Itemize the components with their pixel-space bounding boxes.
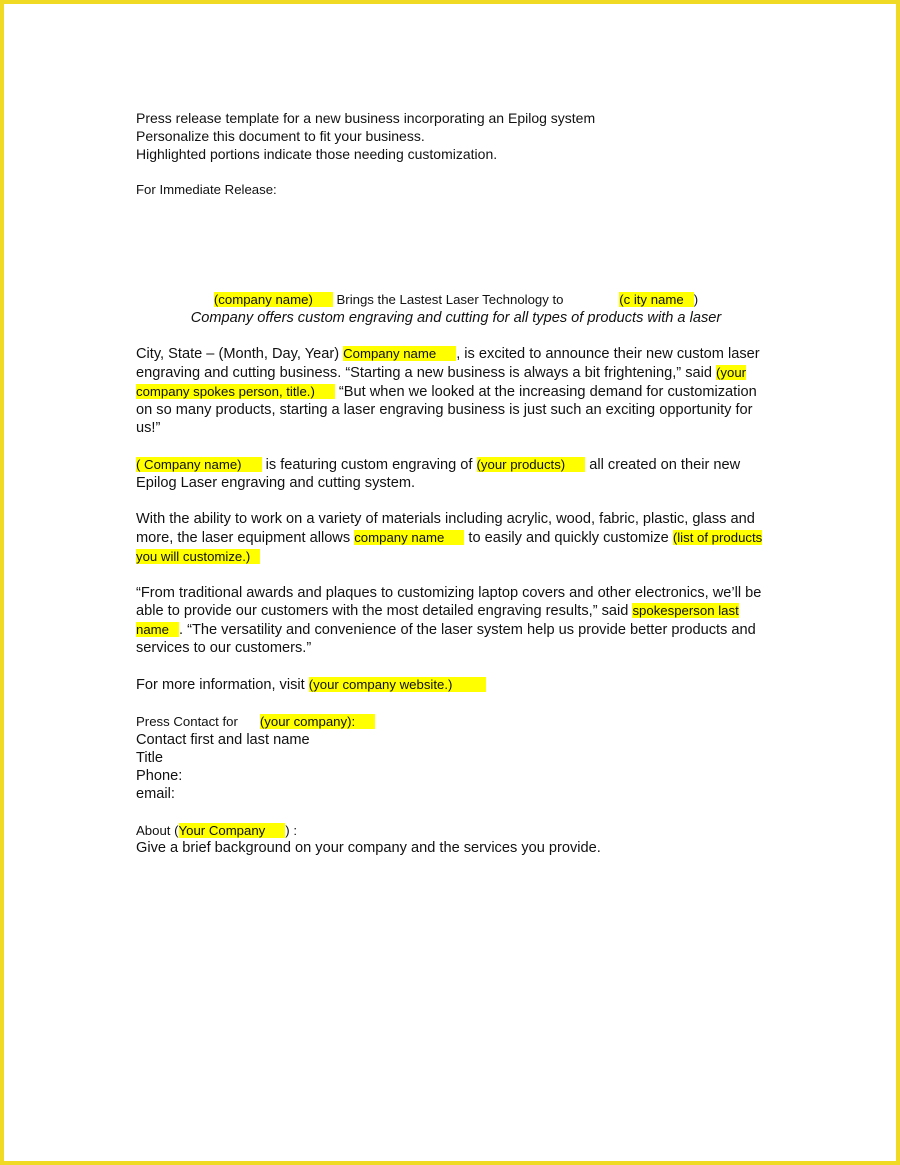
city-name-placeholder: (c ity name xyxy=(619,292,694,307)
contact-email: email: xyxy=(136,785,175,802)
para2-text-2: all created on their new Epilog Laser engraving and cutting system. xyxy=(136,456,741,491)
press-contact-line xyxy=(136,713,776,732)
about-close: ) : xyxy=(285,822,298,838)
para3-text-2: to easily and quickly customize xyxy=(464,529,673,546)
contact-name: Contact first and last name xyxy=(136,731,310,748)
para3-text-1: With the ability to work on a variety of materials including acrylic, wood, fabric, plastic, glass and more, the laser equipment allows xyxy=(136,510,755,546)
products-placeholder: (your products) xyxy=(477,457,586,472)
company-name-placeholder: (company name) xyxy=(214,292,333,307)
your-company-name-placeholder: Your Company xyxy=(179,823,286,838)
intro-line-3: Highlighted portions indicate those needing customization. xyxy=(136,145,498,162)
headline-close: ) xyxy=(693,291,699,307)
company-name-placeholder: Company name xyxy=(343,346,456,361)
about-label: About ( xyxy=(136,822,179,838)
headline-text: Brings the Lastest Laser Technology to xyxy=(332,291,568,307)
para1-text-2: “But when we looked at the increasing demand for customization on so many products, starting a laser engraving business is just such an exciting opportunity for us!” xyxy=(136,384,757,437)
release-label: For Immediate Release: xyxy=(136,181,277,197)
press-release-body xyxy=(136,110,776,858)
headline xyxy=(136,291,776,310)
press-contact-label: Press Contact for xyxy=(136,714,238,730)
product-list-placeholder: (list of products you will customize.) xyxy=(136,529,763,564)
company-name-placeholder: ( Company name) xyxy=(136,457,262,472)
dateline: City, State – (Month, Day, Year) xyxy=(136,346,344,363)
intro-line-2: Personalize this document to fit your business. xyxy=(136,127,425,144)
paragraph-featuring xyxy=(136,456,776,493)
spokesperson-name-placeholder: spokesperson last name xyxy=(136,603,739,638)
para2-text-1: is featuring custom engraving of xyxy=(261,456,477,473)
contact-title: Title xyxy=(136,749,164,766)
spokesperson-placeholder: (your company spokes person, title.) xyxy=(136,365,747,400)
your-company-placeholder: (your company): xyxy=(260,714,375,729)
contact-phone: Phone: xyxy=(136,767,183,784)
paragraph-materials xyxy=(136,511,776,567)
website-placeholder: (your company website.) xyxy=(309,677,487,692)
about-description: Give a brief background on your company and the services you provide. xyxy=(136,840,601,857)
paragraph-announcement xyxy=(136,345,776,438)
para4-text-2: . “The versatility and convenience of the laser system help us provide better products and services to our customers.” xyxy=(136,622,756,657)
para1-text-1: , is excited to announce their new custom laser engraving and cutting business. “Starting a new business is always a bit frightening,” said xyxy=(136,346,760,382)
subheadline: Company offers custom engraving and cutting for all types of products with a laser xyxy=(190,309,722,326)
about-line xyxy=(136,822,776,841)
intro-line-1: Press release template for a new business incorporating an Epilog system xyxy=(136,110,596,126)
para4-text-1: “From traditional awards and plaques to customizing laptop covers and other electronics, we’ll be able to provide our customers with the most detailed engraving results,” said xyxy=(136,584,762,620)
company-name-placeholder: company name xyxy=(354,530,464,545)
paragraph-quote xyxy=(136,585,776,659)
more-info-text: For more information, visit xyxy=(136,677,309,694)
more-info-line xyxy=(136,676,776,695)
